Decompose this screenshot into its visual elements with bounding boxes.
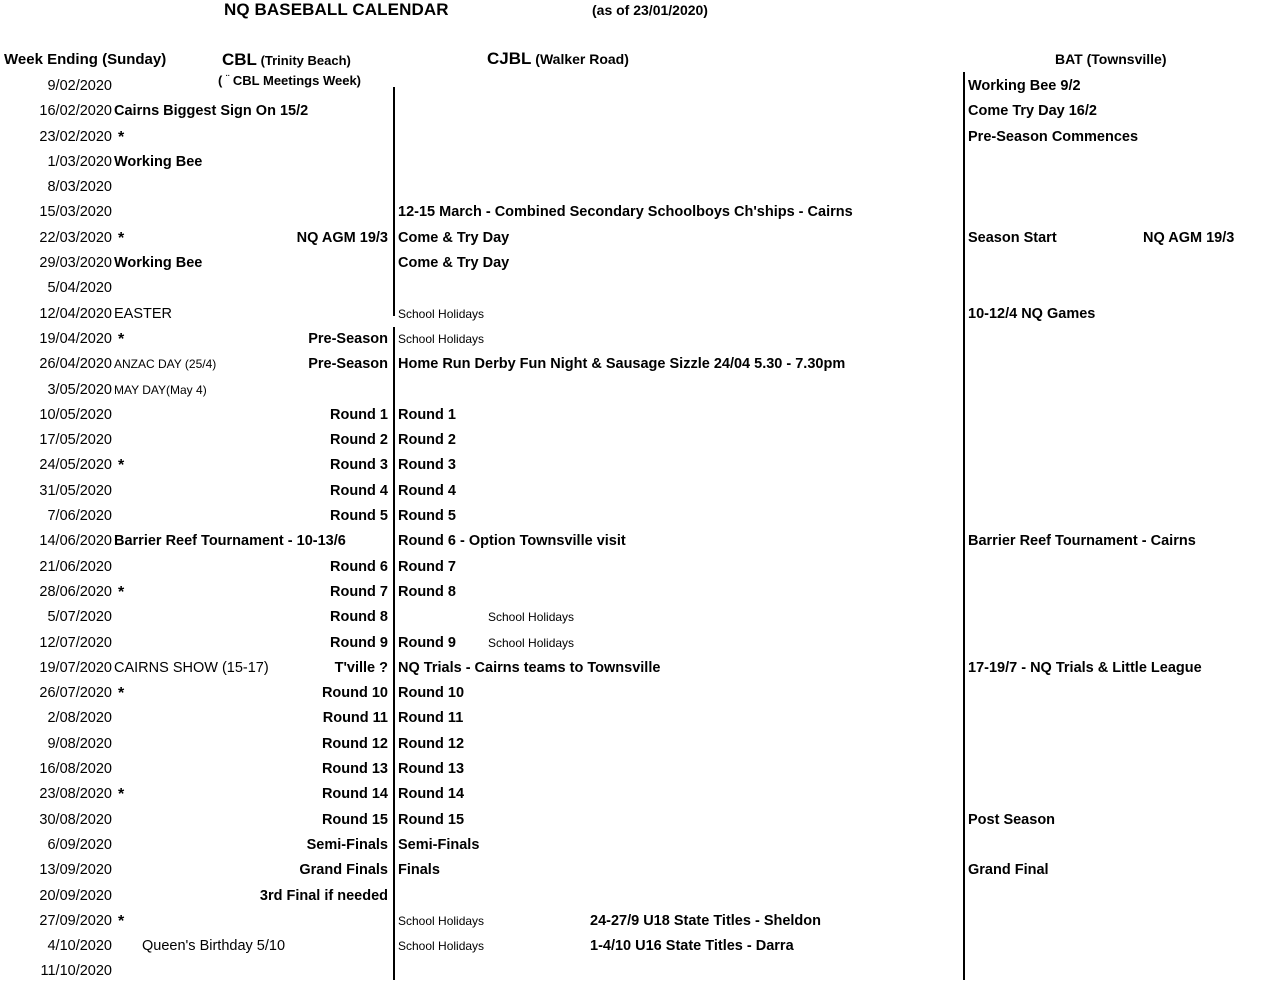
week-ending-date: 30/08/2020	[39, 811, 112, 828]
event-note: Working Bee	[114, 153, 203, 170]
table-row	[0, 74, 1280, 99]
table-row	[0, 656, 1280, 681]
cbl-entry: Round 8	[330, 609, 388, 626]
cbl-note-text: CBL Meetings Week)	[229, 73, 362, 88]
cjbl-entry: School Holidays	[398, 939, 485, 954]
cbl-entry: Round 2	[330, 432, 388, 449]
table-row	[0, 833, 1280, 858]
cbl-entry: Pre-Season	[308, 356, 388, 373]
bat-code: BAT	[1055, 51, 1083, 67]
table-row	[0, 150, 1280, 175]
week-ending-date: 19/04/2020	[39, 330, 112, 347]
table-row	[0, 934, 1280, 959]
event-note: CAIRNS SHOW (15-17)	[114, 659, 269, 676]
bat-entry: Season Start	[968, 229, 1057, 246]
cjbl-entry: School Holidays	[398, 913, 485, 928]
week-ending-date: 11/10/2020	[40, 963, 112, 980]
event-note: EASTER	[114, 305, 173, 322]
table-row	[0, 453, 1280, 478]
cjbl-entry: Round 8	[398, 583, 456, 600]
week-ending-date: 14/06/2020	[39, 533, 112, 550]
week-ending-date: 31/05/2020	[39, 482, 112, 499]
table-row	[0, 757, 1280, 782]
week-ending-date: 27/09/2020	[39, 912, 112, 929]
cjbl-entry: Round 10	[398, 685, 465, 702]
cbl-entry: Round 9	[330, 634, 388, 651]
calendar-grid	[0, 74, 1280, 985]
cjbl-entry: Round 6 - Option Townsville visit	[398, 533, 626, 550]
meeting-week-asterisk: *	[118, 685, 125, 703]
week-ending-date: 10/05/2020	[39, 406, 112, 423]
table-row	[0, 403, 1280, 428]
week-ending-date: 8/03/2020	[47, 179, 112, 196]
week-ending-date: 23/02/2020	[39, 128, 112, 145]
table-row	[0, 884, 1280, 909]
bat-entry: Barrier Reef Tournament - Cairns	[968, 533, 1196, 550]
week-ending-date: 5/04/2020	[47, 280, 112, 297]
event-note: MAY DAY(May 4)	[114, 382, 207, 397]
week-ending-date: 28/06/2020	[39, 583, 112, 600]
week-ending-date: 4/10/2020	[47, 938, 112, 955]
meeting-week-asterisk: *	[118, 457, 125, 475]
week-ending-date: 26/07/2020	[39, 685, 112, 702]
column-header-cbl	[222, 50, 351, 70]
table-row	[0, 529, 1280, 554]
cjbl-entry: Round 3	[398, 457, 456, 474]
table-row	[0, 352, 1280, 377]
bat-location: (Townsville)	[1082, 51, 1167, 67]
cjbl-location: (Walker Road)	[531, 51, 629, 67]
as-of-date: (as of 23/01/2020)	[592, 2, 708, 18]
cjbl-entry: Round 11	[398, 710, 464, 727]
event-note: Barrier Reef Tournament - 10-13/6	[114, 533, 346, 550]
bat-entry: Come Try Day 16/2	[968, 103, 1097, 120]
table-row	[0, 555, 1280, 580]
week-ending-date: 24/05/2020	[39, 457, 112, 474]
cbl-entry: Pre-Season	[308, 330, 388, 347]
cjbl-entry: Home Run Derby Fun Night & Sausage Sizzle 24/04 5.30 - 7.30pm	[398, 356, 846, 373]
table-row	[0, 631, 1280, 656]
cjbl-entry: Round 1	[398, 406, 456, 423]
cjbl-entry: Round 7	[398, 558, 456, 575]
cbl-entry: Semi-Finals	[306, 836, 388, 853]
table-row	[0, 580, 1280, 605]
asterisk-icon: ¨	[225, 74, 230, 85]
cjbl-entry: School Holidays	[398, 306, 485, 321]
cbl-entry: 3rd Final if needed	[259, 887, 388, 904]
week-ending-date: 3/05/2020	[47, 381, 112, 398]
bat-entry: 17-19/7 - NQ Trials & Little League	[968, 659, 1202, 676]
event-note: Cairns Biggest Sign On 15/2	[114, 103, 309, 120]
week-ending-date: 12/04/2020	[39, 305, 112, 322]
column-header-week-ending: Week Ending (Sunday)	[4, 51, 167, 68]
title-bar	[0, 0, 1280, 24]
table-row	[0, 681, 1280, 706]
table-row	[0, 808, 1280, 833]
cjbl-entry: Semi-Finals	[398, 836, 480, 853]
week-ending-date: 16/08/2020	[39, 761, 112, 778]
cbl-entry: Round 12	[321, 735, 388, 752]
state-titles-entry: 24-27/9 U18 State Titles - Sheldon	[590, 912, 822, 929]
cjbl-entry: Come & Try Day	[398, 255, 510, 272]
table-row	[0, 706, 1280, 731]
week-ending-date: 29/03/2020	[39, 255, 112, 272]
meeting-week-asterisk: *	[118, 583, 125, 601]
page-title: NQ BASEBALL CALENDAR	[224, 0, 449, 19]
cbl-entry: Round 10	[321, 685, 388, 702]
table-row	[0, 251, 1280, 276]
cjbl-entry: Round 9	[398, 634, 456, 651]
week-ending-date: 13/09/2020	[39, 862, 112, 879]
table-row	[0, 732, 1280, 757]
cbl-entry: Grand Finals	[299, 862, 388, 879]
week-ending-date: 22/03/2020	[39, 229, 112, 246]
table-row	[0, 327, 1280, 352]
table-row	[0, 378, 1280, 403]
week-ending-date: 9/08/2020	[47, 735, 112, 752]
week-ending-date: 12/07/2020	[39, 634, 112, 651]
cjbl-entry: School Holidays	[398, 331, 485, 346]
school-holidays-label: School Holidays	[488, 610, 575, 625]
week-ending-date: 26/04/2020	[39, 356, 112, 373]
cjbl-entry: Round 4	[398, 482, 456, 499]
cbl-note-open: (	[218, 73, 226, 88]
week-ending-date: 17/05/2020	[39, 432, 112, 449]
cbl-entry: Round 11	[322, 710, 388, 727]
cjbl-entry: Finals	[398, 862, 440, 879]
table-row	[0, 909, 1280, 934]
column-header-cjbl	[487, 49, 629, 69]
meeting-week-asterisk: *	[118, 912, 125, 930]
event-note: Working Bee	[114, 255, 203, 272]
bat-entry: 10-12/4 NQ Games	[968, 305, 1096, 322]
cbl-entry: Round 6	[330, 558, 388, 575]
cjbl-entry: Round 12	[398, 735, 465, 752]
week-ending-date: 23/08/2020	[39, 786, 112, 803]
meeting-week-asterisk: *	[118, 786, 125, 804]
cbl-entry: Round 1	[330, 406, 388, 423]
meeting-week-asterisk: *	[118, 330, 125, 348]
week-ending-date: 15/03/2020	[39, 204, 112, 221]
cbl-entry: NQ AGM 19/3	[296, 229, 388, 246]
cjbl-entry: Round 14	[398, 786, 465, 803]
cjbl-entry: Round 2	[398, 432, 456, 449]
table-row	[0, 782, 1280, 807]
state-titles-entry: 1-4/10 U16 State Titles - Darra	[590, 938, 794, 955]
week-ending-date: 19/07/2020	[39, 659, 112, 676]
cjbl-entry: Round 13	[398, 761, 465, 778]
meeting-week-asterisk: *	[118, 128, 125, 146]
cjbl-entry: 12-15 March - Combined Secondary Schoolboys Ch'ships - Cairns	[398, 204, 853, 221]
bat-entry: Post Season	[968, 811, 1056, 828]
cbl-entry: T'ville ?	[334, 659, 388, 676]
cjbl-code: CJBL	[487, 49, 532, 68]
cjbl-entry: Come & Try Day	[398, 229, 510, 246]
table-row	[0, 200, 1280, 225]
table-row	[0, 125, 1280, 150]
bat-entry: Pre-Season Commences	[968, 128, 1139, 145]
table-row	[0, 99, 1280, 124]
table-row	[0, 276, 1280, 301]
table-row	[0, 959, 1280, 984]
week-ending-date: 20/09/2020	[39, 887, 112, 904]
cbl-entry: Round 15	[321, 811, 388, 828]
table-row	[0, 504, 1280, 529]
cbl-entry: Round 7	[330, 583, 388, 600]
week-ending-date: 7/06/2020	[47, 508, 112, 525]
bat-entry: Grand Final	[968, 862, 1049, 879]
cjbl-entry: NQ Trials - Cairns teams to Townsville	[398, 659, 661, 676]
week-ending-date: 9/02/2020	[47, 78, 112, 94]
cjbl-entry: Round 15	[398, 811, 465, 828]
table-row	[0, 605, 1280, 630]
week-ending-date: 16/02/2020	[39, 103, 112, 120]
bat-entry: Working Bee 9/2	[968, 78, 1081, 94]
table-row	[0, 479, 1280, 504]
cbl-entry: Round 4	[330, 482, 388, 499]
table-row	[0, 858, 1280, 883]
cbl-code: CBL	[222, 50, 257, 69]
cbl-location: (Trinity Beach)	[256, 53, 351, 68]
event-note: Queen's Birthday 5/10	[142, 938, 286, 955]
table-row	[0, 302, 1280, 327]
week-ending-date: 1/03/2020	[47, 153, 112, 170]
table-row	[0, 428, 1280, 453]
cbl-entry: Round 3	[330, 457, 388, 474]
school-holidays-label: School Holidays	[488, 635, 575, 650]
bat-secondary-entry: NQ AGM 19/3	[1143, 229, 1235, 246]
week-ending-date: 21/06/2020	[39, 558, 112, 575]
table-row	[0, 226, 1280, 251]
meeting-week-asterisk: *	[118, 229, 125, 247]
cbl-entry: Round 5	[330, 508, 388, 525]
cbl-entry: Round 13	[321, 761, 388, 778]
week-ending-date: 6/09/2020	[47, 836, 112, 853]
cbl-entry: Round 14	[321, 786, 388, 803]
cjbl-entry: Round 5	[398, 508, 456, 525]
event-note: ANZAC DAY (25/4)	[114, 357, 217, 372]
table-row	[0, 175, 1280, 200]
week-ending-date: 2/08/2020	[47, 710, 112, 727]
week-ending-date: 5/07/2020	[47, 609, 112, 626]
column-header-bat	[1055, 51, 1166, 67]
